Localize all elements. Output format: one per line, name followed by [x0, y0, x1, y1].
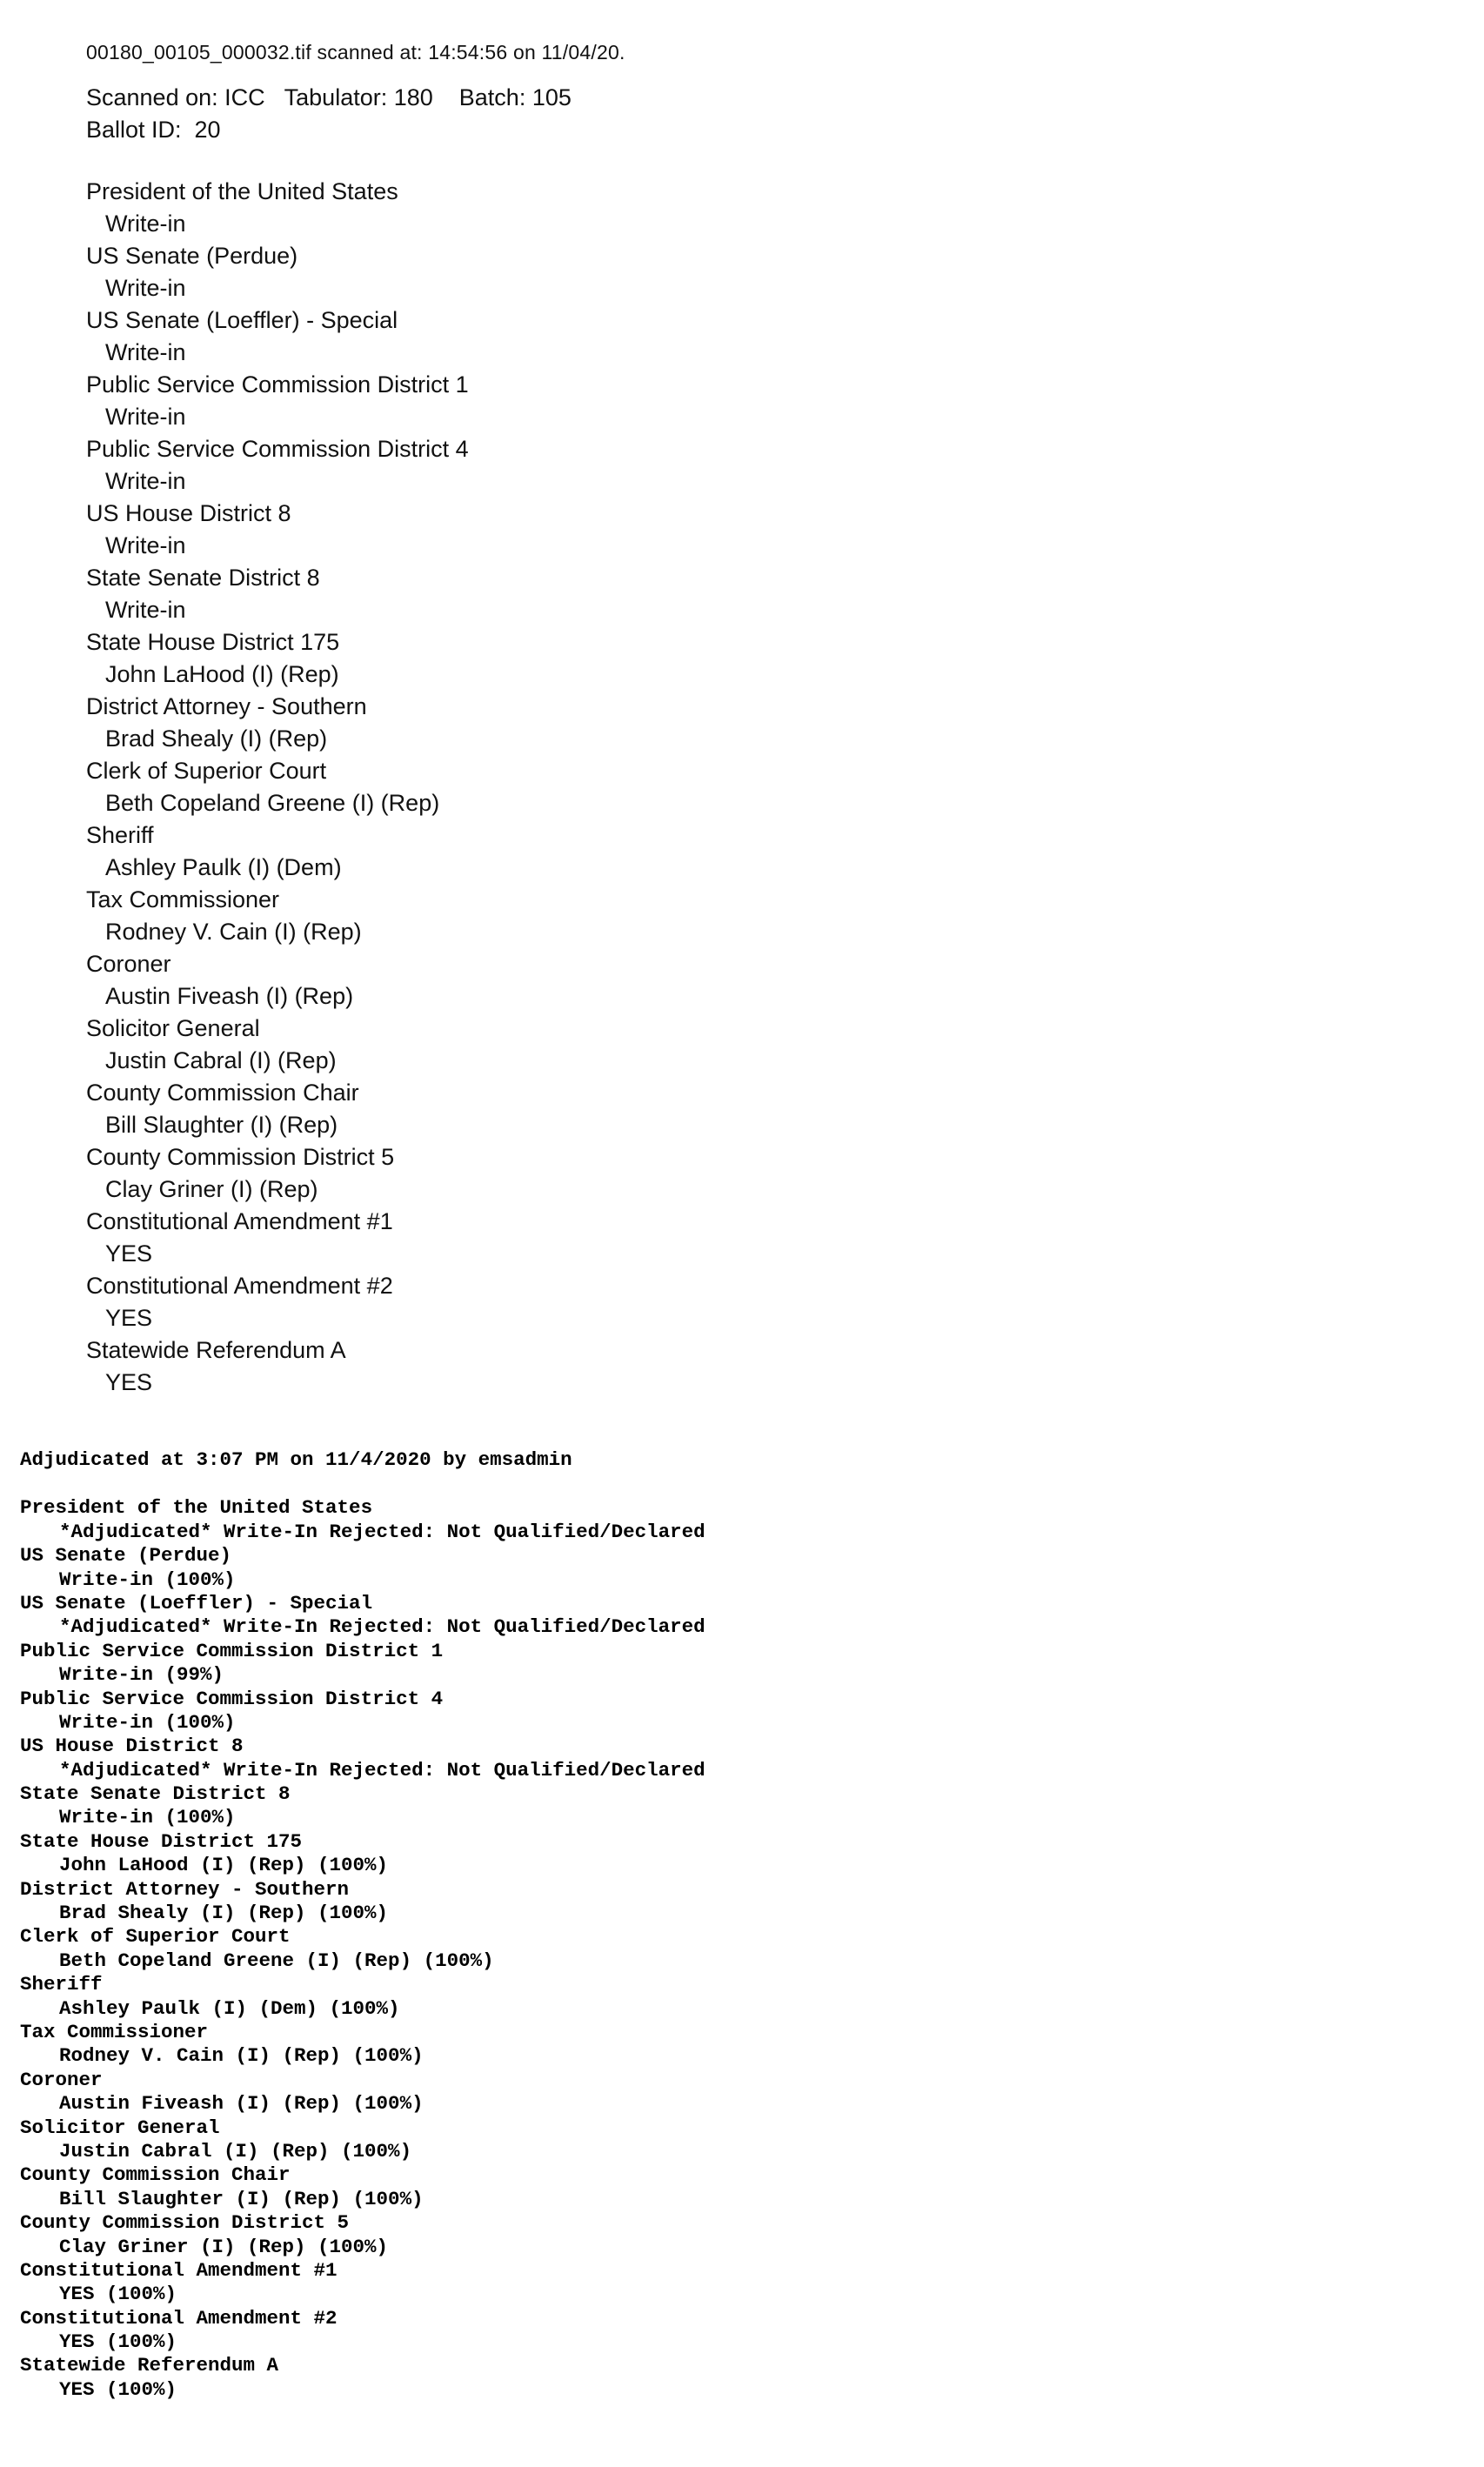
adjudicated-contest-choice: YES (100%): [59, 2283, 177, 2306]
contest-title: Solicitor General: [86, 1015, 260, 1041]
adjudicated-contest-title: State Senate District 8: [20, 1782, 291, 1806]
contest-choice: YES: [105, 1240, 153, 1267]
adjudicated-contest-title: US Senate (Perdue): [20, 1544, 232, 1568]
contest-choice: Write-in: [105, 597, 186, 623]
adjudicated-contest-title: District Attorney - Southern: [20, 1877, 350, 1901]
contest-title: County Commission Chair: [86, 1080, 359, 1106]
contest-choice: Clay Griner (I) (Rep): [105, 1176, 318, 1202]
adjudicated-contest-title: US Senate (Loeffler) - Special: [20, 1591, 373, 1615]
contest-choice: Rodney V. Cain (I) (Rep): [105, 919, 362, 945]
contest-title: County Commission District 5: [86, 1144, 395, 1170]
adjudicated-contest-title: Statewide Referendum A: [20, 2354, 279, 2377]
contest-choice: YES: [105, 1305, 153, 1331]
adjudicated-contest-choice: Beth Copeland Greene (I) (Rep) (100%): [59, 1949, 494, 1972]
adjudicated-contest-choice: YES (100%): [59, 2330, 177, 2354]
adjudicated-contest-choice: Write-in (99%): [59, 1663, 224, 1687]
adjudicated-contest-title: Constitutional Amendment #1: [20, 2258, 338, 2282]
contest-title: Constitutional Amendment #2: [86, 1273, 393, 1299]
adjudicated-contest-title: Constitutional Amendment #2: [20, 2306, 338, 2330]
contest-title: US Senate (Perdue): [86, 243, 298, 269]
contest-title: President of the United States: [86, 178, 398, 204]
adjudicated-contest-choice: John LaHood (I) (Rep) (100%): [59, 1854, 389, 1877]
contest-title: US House District 8: [86, 500, 291, 526]
adjudication-section: [20, 1448, 1412, 2402]
adjudicated-contest-choice: *Adjudicated* Write-In Rejected: Not Qualified/Declared: [59, 1615, 705, 1639]
adjudication-header: Adjudicated at 3:07 PM on 11/4/2020 by emsadmin: [20, 1448, 572, 1471]
adjudicated-contest-title: Solicitor General: [20, 2116, 220, 2139]
contest-choice: YES: [105, 1369, 153, 1395]
adjudicated-contest-title: Tax Commissioner: [20, 2020, 209, 2043]
scan-header-block: [86, 82, 1391, 146]
contest-choice: Write-in: [105, 468, 186, 494]
adjudicated-contest-title: County Commission District 5: [20, 2211, 350, 2235]
contest-title: State Senate District 8: [86, 565, 320, 591]
adjudicated-contest-choice: Brad Shealy (I) (Rep) (100%): [59, 1902, 389, 1925]
adjudicated-contest-title: State House District 175: [20, 1829, 303, 1853]
adjudicated-contest-choice: Write-in (100%): [59, 1568, 236, 1591]
adjudicated-contest-title: Coroner: [20, 2068, 103, 2091]
adjudicated-contest-choice: Write-in (100%): [59, 1710, 236, 1734]
ballot-id-line: Ballot ID: 20: [86, 117, 221, 143]
adjudicated-contest-title: Clerk of Superior Court: [20, 1925, 291, 1949]
contest-title: Public Service Commission District 1: [86, 371, 469, 398]
adjudicated-contest-choice: Write-in (100%): [59, 1806, 236, 1829]
contest-choice: Write-in: [105, 211, 186, 237]
contest-choice: Ashley Paulk (I) (Dem): [105, 854, 342, 880]
ballot-contest-list: [86, 176, 1391, 1399]
adjudicated-contest-choice: Justin Cabral (I) (Rep) (100%): [59, 2139, 412, 2163]
contest-title: Constitutional Amendment #1: [86, 1208, 393, 1234]
contest-title: Clerk of Superior Court: [86, 758, 327, 784]
scan-file-line: 00180_00105_000032.tif scanned at: 14:54:56 on 11/04/20.: [86, 41, 625, 64]
contest-title: State House District 175: [86, 629, 340, 655]
adjudicated-contest-title: Public Service Commission District 4: [20, 1687, 444, 1710]
adjudicated-contest-choice: *Adjudicated* Write-In Rejected: Not Qualified/Declared: [59, 1520, 705, 1543]
contest-title: Tax Commissioner: [86, 886, 280, 913]
contest-choice: Write-in: [105, 532, 186, 558]
contest-choice: John LaHood (I) (Rep): [105, 661, 339, 687]
scanned-on-line: Scanned on: ICC Tabulator: 180 Batch: 105: [86, 84, 572, 110]
adjudicated-contest-title: Public Service Commission District 1: [20, 1639, 444, 1662]
contest-choice: Brad Shealy (I) (Rep): [105, 725, 328, 752]
adjudicated-contest-choice: Ashley Paulk (I) (Dem) (100%): [59, 1996, 400, 2020]
contest-title: District Attorney - Southern: [86, 693, 367, 719]
contest-title: Statewide Referendum A: [86, 1337, 346, 1363]
contest-choice: Write-in: [105, 404, 186, 430]
contest-choice: Write-in: [105, 275, 186, 301]
adjudicated-contest-choice: Bill Slaughter (I) (Rep) (100%): [59, 2187, 424, 2210]
adjudicated-contest-title: US House District 8: [20, 1735, 244, 1758]
scan-section: [86, 38, 1391, 1399]
contest-title: US Senate (Loeffler) - Special: [86, 307, 398, 333]
contest-choice: Write-in: [105, 339, 186, 365]
contest-choice: Austin Fiveash (I) (Rep): [105, 983, 354, 1009]
contest-title: Public Service Commission District 4: [86, 436, 469, 462]
adjudicated-contest-choice: Austin Fiveash (I) (Rep) (100%): [59, 2092, 424, 2116]
contest-choice: Bill Slaughter (I) (Rep): [105, 1112, 338, 1138]
adjudicated-contest-choice: *Adjudicated* Write-In Rejected: Not Qualified/Declared: [59, 1758, 705, 1782]
contest-choice: Justin Cabral (I) (Rep): [105, 1047, 337, 1073]
adjudicated-contest-choice: Rodney V. Cain (I) (Rep) (100%): [59, 2044, 424, 2068]
adjudicated-contest-choice: YES (100%): [59, 2377, 177, 2401]
adjudicated-contest-title: Sheriff: [20, 1973, 103, 1996]
adjudication-contest-list: [20, 1496, 1412, 2402]
adjudicated-contest-title: County Commission Chair: [20, 2163, 291, 2187]
contest-title: Coroner: [86, 951, 171, 977]
adjudicated-contest-title: President of the United States: [20, 1496, 373, 1520]
adjudicated-contest-choice: Clay Griner (I) (Rep) (100%): [59, 2235, 389, 2258]
contest-choice: Beth Copeland Greene (I) (Rep): [105, 790, 440, 816]
contest-title: Sheriff: [86, 822, 154, 848]
